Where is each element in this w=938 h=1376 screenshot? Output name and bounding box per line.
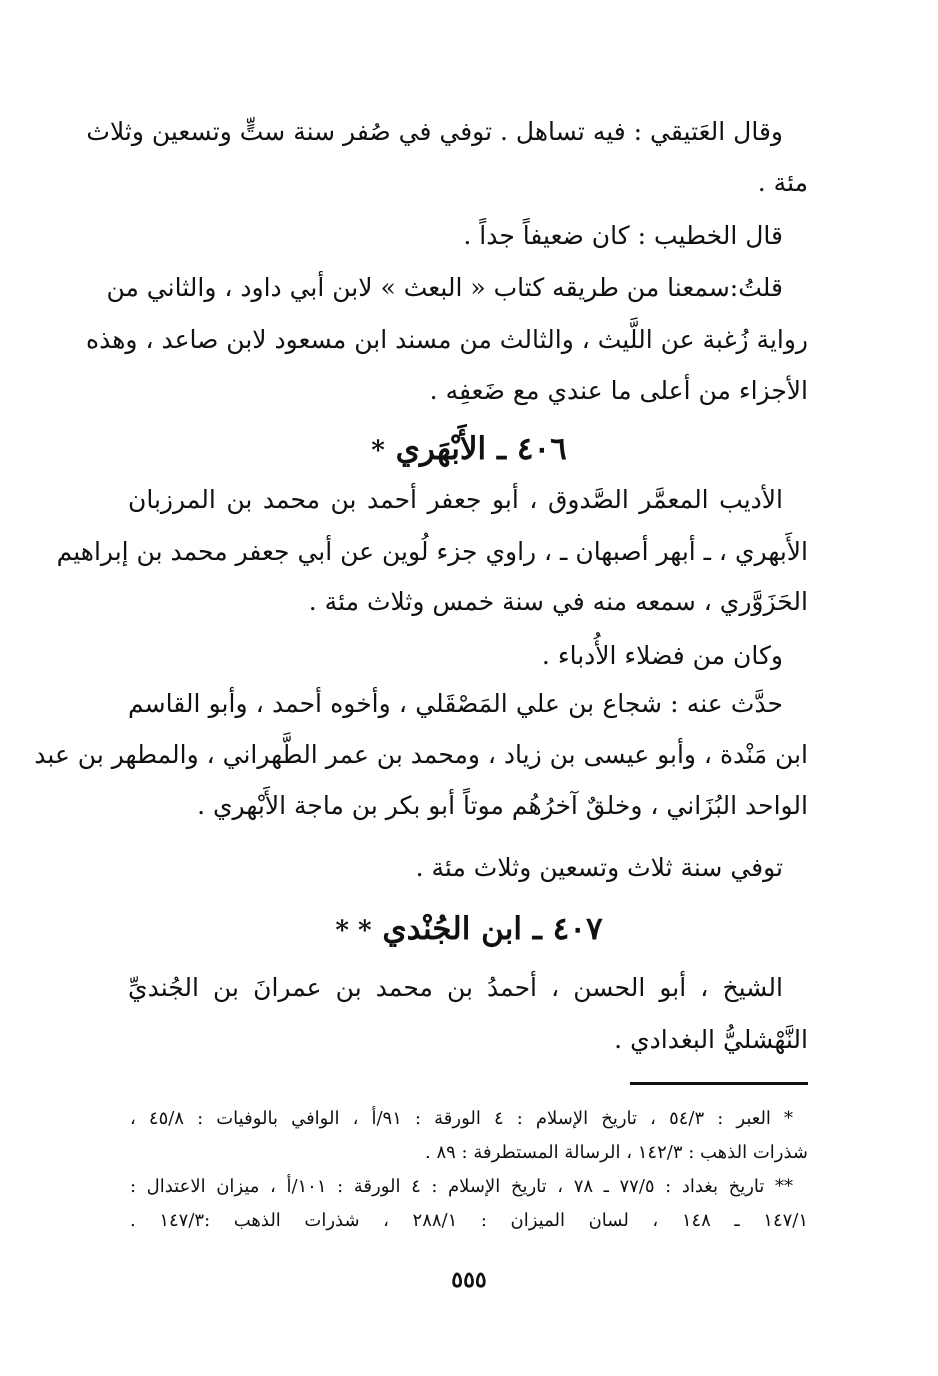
footnote-line: ** تاريخ بغداد : ٧٧/٥ ـ ٧٨ ، تاريخ الإسلام : ٤ الورقة : ١٠١/أ ، ميزان الاعتدال : (130, 1176, 793, 1197)
entry-heading (0, 427, 938, 473)
text-line: توفي سنة ثلاث وتسعين وثلاث مئة . (415, 853, 783, 882)
footnote-line: شذرات الذهب : ١٤٢/٣ ، الرسالة المستطرفة : ٨٩ . (425, 1142, 808, 1163)
page-number: ٥٥٥ (451, 1267, 487, 1293)
text-line: حدَّث عنه : شجاع بن علي المَصْقَلي ، وأخوه أحمد ، وأبو القاسم (128, 689, 783, 718)
text-line: الأجزاء من أعلى ما عندي مع ضَعفِه . (429, 376, 808, 405)
text-line: الأديب المعمَّر الصَّدوق ، أبو جعفر أحمد بن محمد بن المرزبان (128, 485, 783, 514)
text-line: وقال العَتيقي : فيه تساهل . توفي في صُفر سنة ستٍّ وتسعين وثلاث (86, 117, 783, 146)
entry-title: ٤٠٦ ـ الأَبْهَري (395, 431, 567, 467)
text-line: قلتُ:سمعنا من طريقه كتاب « البعث » لابن أبي داود ، والثاني من (106, 273, 783, 302)
entry-heading (0, 907, 938, 953)
text-line: الواحد البُزَاني ، وخلقٌ آخرُهُم موتاً أبو بكر بن ماجة الأَبْهري . (197, 791, 808, 820)
text-line: الشيخ ، أبو الحسن ، أحمدُ بن محمد بن عمرانَ بن الجُنديِّ (128, 973, 783, 1002)
footnote-divider (630, 1082, 808, 1085)
entry-title: ٤٠٧ ـ ابن الجُنْدي (382, 911, 603, 947)
text-line: مئة . (757, 168, 808, 197)
footnote-line: * العبر : ٥٤/٣ ، تاريخ الإسلام : ٤ الورقة : ٩١/أ ، الوافي بالوفيات : ٤٥/٨ ، (130, 1108, 794, 1129)
text-line: الحَزَوَّري ، سمعه منه في سنة خمس وثلاث مئة . (308, 587, 808, 616)
text-line: قال الخطيب : كان ضعيفاً جداً . (463, 221, 783, 250)
text-line: ابن مَنْدة ، وأبو عيسى بن زياد ، ومحمد بن عمر الطَّهراني ، والمطهر بن عبد (34, 740, 808, 769)
text-line: رواية زُغبة عن اللَّيث ، والثالث من مسند ابن مسعود لابن صاعد ، وهذه (86, 325, 808, 354)
text-line: الأَبهري ، ـ أبهر أصبهان ـ ، راوي جزء لُوين عن أبي جعفر محمد بن إبراهيم (56, 537, 808, 566)
footnote-marker: * (371, 436, 385, 466)
text-line: وكان من فضلاء الأُدباء . (541, 641, 783, 670)
footnote-marker: * * (335, 916, 372, 946)
text-line: النَّهْشليُّ البغدادي . (614, 1025, 808, 1054)
footnote-line: ١٤٧/١ ـ ١٤٨ ، لسان الميزان : ٢٨٨/١ ، شذرات الذهب :١٤٧/٣ . (130, 1210, 809, 1231)
